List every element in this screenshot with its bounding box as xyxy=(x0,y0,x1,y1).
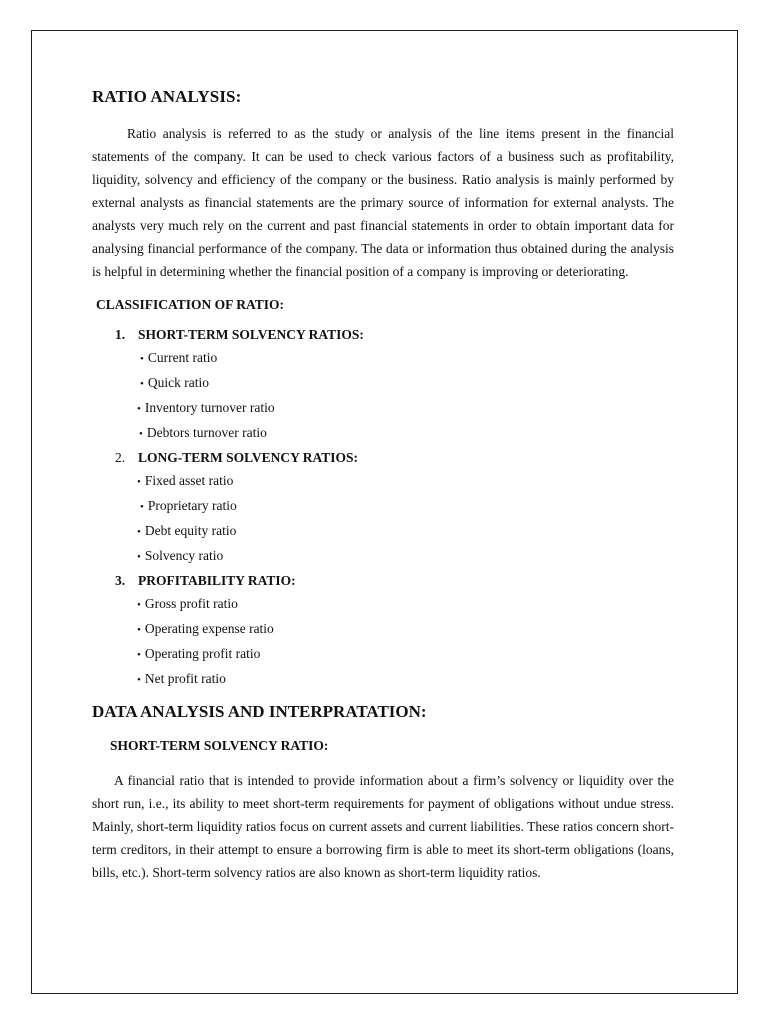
classification-item-long-term xyxy=(92,446,674,569)
ratio-list xyxy=(92,592,674,692)
ratio-list xyxy=(92,469,674,569)
section-heading: DATA ANALYSIS AND INTERPRATATION: xyxy=(92,702,427,721)
classification-list xyxy=(92,323,674,692)
intro-paragraph: Ratio analysis is referred to as the study or analysis of the line items present in the financial statements of the company. It can be used to check various factors of a business such as profitability, liquidity, solvency and efficiency of the company or the business. Ratio analysis is mainly performed by external analysts as financial statements are the primary source of information for external analysts. The analysts very much rely on the current and past financial statements in order to obtain important data for analysing financial performance of the company. The data or information thus obtained during the analysis is helpful in determining whether the financial position of a company is improving or deteriorating. xyxy=(92,126,674,279)
list-item: • Net profit ratio xyxy=(137,671,226,686)
bullet-icon: • xyxy=(137,403,141,415)
bullet-icon: • xyxy=(139,428,143,440)
list-item: • Quick ratio xyxy=(140,375,209,390)
list-item: • Operating expense ratio xyxy=(137,621,274,636)
list-item: • Operating profit ratio xyxy=(137,646,261,661)
list-item: • Debt equity ratio xyxy=(137,523,237,538)
list-item: • Current ratio xyxy=(140,350,218,365)
list-item: • Fixed asset ratio xyxy=(137,473,234,488)
document-title: RATIO ANALYSIS: xyxy=(92,87,242,106)
classification-item-short-term xyxy=(92,323,674,446)
classification-number: 3. xyxy=(115,573,126,588)
bullet-icon: • xyxy=(137,674,141,686)
bullet-icon: • xyxy=(137,599,141,611)
bullet-icon: • xyxy=(137,526,141,538)
bullet-icon: • xyxy=(140,378,144,390)
classification-title: SHORT-TERM SOLVENCY RATIOS: xyxy=(138,327,364,342)
list-item: • Debtors turnover ratio xyxy=(139,425,267,440)
bullet-icon: • xyxy=(140,501,144,513)
classification-item-profitability xyxy=(92,569,674,692)
classification-number: 2. xyxy=(115,450,126,465)
bullet-icon: • xyxy=(137,624,141,636)
section-subheading: SHORT-TERM SOLVENCY RATIO: xyxy=(110,738,329,753)
list-item: • Gross profit ratio xyxy=(137,596,238,611)
classification-title: LONG-TERM SOLVENCY RATIOS: xyxy=(138,450,359,465)
list-item: • Solvency ratio xyxy=(137,548,224,563)
document-body xyxy=(92,84,674,884)
ratio-list xyxy=(92,346,674,446)
classification-number: 1. xyxy=(115,327,126,342)
bullet-icon: • xyxy=(140,353,144,365)
classification-title: PROFITABILITY RATIO: xyxy=(138,573,296,588)
bullet-icon: • xyxy=(137,649,141,661)
classification-heading: CLASSIFICATION OF RATIO: xyxy=(96,297,285,312)
bullet-icon: • xyxy=(137,551,141,563)
bullet-icon: • xyxy=(137,476,141,488)
section-paragraph: A financial ratio that is intended to provide information about a firm’s solvency or liquidity over the short run, i.e., its ability to meet short-term requirements for payment of obligations without undue stress. Mainly, short-term liquidity ratios focus on current assets and current liabilities. These ratios concern short-term creditors, in their attempt to ensure a borrowing firm is able to meet its short-term obligations (loans, bills, etc.). Short-term solvency ratios are also known as short-term liquidity ratios. xyxy=(92,773,674,880)
list-item: • Inventory turnover ratio xyxy=(137,400,275,415)
list-item: • Proprietary ratio xyxy=(140,498,237,513)
